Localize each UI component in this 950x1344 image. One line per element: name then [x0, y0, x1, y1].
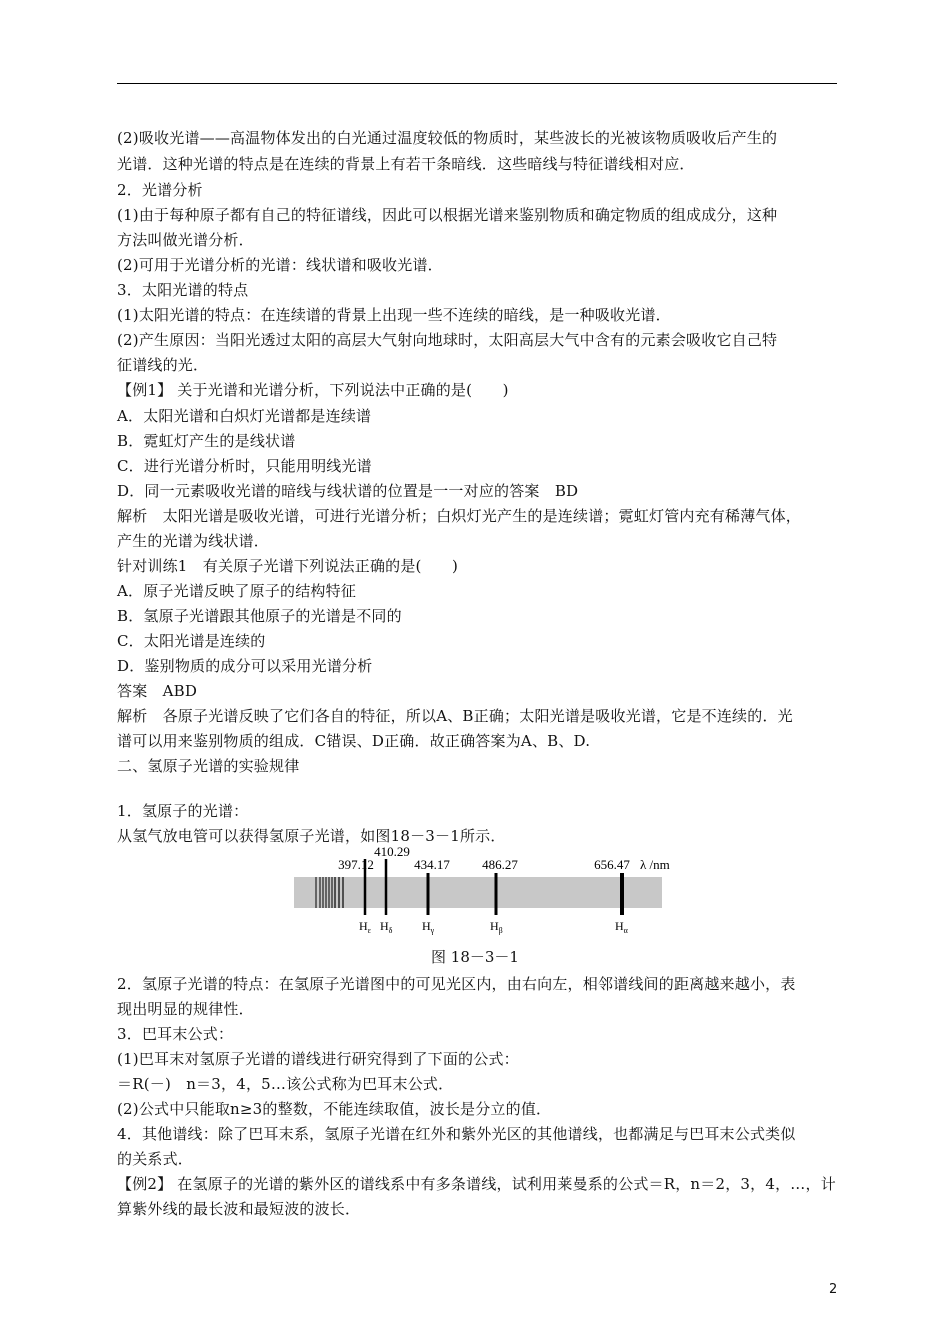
header-rule [117, 83, 837, 84]
page-number: 2 [829, 1282, 838, 1297]
section-heading: 1．氢原子的光谱： [117, 802, 249, 820]
answer: 答案 ABD [117, 682, 198, 700]
analysis: 产生的光谱为线状谱． [117, 532, 270, 550]
choice-d: D．同一元素吸收光谱的暗线与线状谱的位置是一一对应的答案 BD [117, 482, 579, 500]
text-line: (1)巴耳末对氢原子光谱的谱线进行研究得到了下面的公式： [117, 1050, 519, 1068]
choice-a: A．太阳光谱和白炽灯光谱都是连续谱 [117, 407, 372, 425]
text-line: 现出明显的规律性． [117, 1000, 254, 1018]
text-line: (2)吸收光谱——高温物体发出的白光通过温度较低的物质时，某些波长的光被该物质吸收后产生的 [117, 129, 778, 147]
choice-b: B．氢原子光谱跟其他原子的光谱是不同的 [117, 607, 402, 625]
series-limit-lines [316, 877, 343, 908]
text-line: 4．其他谱线：除了巴耳末系，氢原子光谱在红外和紫外光区的其他谱线，也都满足与巴耳末公式类似 [117, 1125, 796, 1143]
text-line: (2)可用于光谱分析的光谱：线状谱和吸收光谱． [117, 256, 443, 274]
hydrogen-spectrum-figure [290, 843, 670, 935]
text-line: (2)公式中只能取n≥3的整数，不能连续取值，波长是分立的值． [117, 1100, 552, 1118]
text-line: 的关系式． [117, 1150, 194, 1168]
example-question: 算紫外线的最长波和最短波的波长． [117, 1200, 361, 1218]
line-name: $H_\varepsilon$ [359, 919, 372, 935]
choice-d: D．鉴别物质的成分可以采用光谱分析 [117, 657, 373, 675]
section-heading: 2．光谱分析 [117, 181, 203, 199]
exercise-question: 针对训练1 有关原子光谱下列说法正确的是( ) [117, 557, 459, 575]
wavelength-label: 656.47 [594, 857, 630, 872]
choice-a: A．原子光谱反映了原子的结构特征 [117, 582, 357, 600]
text-line: 光谱．这种光谱的特点是在连续的背景上有若干条暗线．这些暗线与特征谱线相对应． [117, 155, 695, 173]
formula-line: ＝R(－) n＝3，4，5…该公式称为巴耳末公式． [117, 1075, 454, 1093]
wavelength-label: 434.17 [414, 857, 450, 872]
example-question: 【例1】 关于光谱和光谱分析，下列说法中正确的是( ) [117, 381, 509, 399]
text-line: 征谱线的光． [117, 356, 209, 374]
analysis: 谱可以用来鉴别物质的组成．C错误、D正确．故正确答案为A、B、D. [117, 732, 591, 750]
analysis: 解析 太阳光谱是吸收光谱，可进行光谱分析；白炽灯光产生的是连续谱；霓虹灯管内充有稀薄气体， [117, 507, 802, 525]
text-line: (1)太阳光谱的特点：在连续谱的背景上出现一些不连续的暗线，是一种吸收光谱． [117, 306, 671, 324]
figure-caption: 图 18－3－1 [431, 948, 519, 966]
spectrum-band [294, 877, 662, 908]
text-line: 2．氢原子光谱的特点：在氢原子光谱图中的可见光区内，由右向左，相邻谱线间的距离越来越小，表 [117, 975, 796, 993]
line-name: $H_\alpha$ [615, 919, 628, 935]
axis-unit-label: λ /nm [640, 857, 670, 872]
section-heading: 3．太阳光谱的特点 [117, 281, 249, 299]
section-heading: 二、氢原子光谱的实验规律 [117, 757, 300, 775]
text-line: 从氢气放电管可以获得氢原子光谱，如图18－3－1所示． [117, 827, 506, 845]
spectrum-diagram [290, 843, 670, 935]
section-heading: 3．巴耳末公式： [117, 1025, 234, 1043]
text-line: (2)产生原因：当阳光透过太阳的高层大气射向地球时，太阳高层大气中含有的元素会吸收它自己特 [117, 331, 778, 349]
line-name: $H_\beta$ [490, 919, 503, 935]
example-question: 【例2】 在氢原子的光谱的紫外区的谱线系中有多条谱线，试利用莱曼系的公式＝R，n＝2，3，4，…，计 [117, 1175, 836, 1193]
wavelength-label: 397.12 [338, 857, 374, 872]
analysis: 解析 各原子光谱反映了它们各自的特征，所以A、B正确；太阳光谱是吸收光谱，它是不连续的．光 [117, 707, 793, 725]
choice-b: B．霓虹灯产生的是线状谱 [117, 432, 296, 450]
choice-c: C．进行光谱分析时，只能用明线光谱 [117, 457, 372, 475]
text-line: (1)由于每种原子都有自己的特征谱线，因此可以根据光谱来鉴别物质和确定物质的组成成分，这种 [117, 206, 778, 224]
line-name: $H_\delta$ [380, 919, 393, 935]
choice-c: C．太阳光谱是连续的 [117, 632, 266, 650]
wavelength-label: 410.29 [374, 844, 410, 859]
line-name: $H_\gamma$ [422, 919, 435, 935]
wavelength-label: 486.27 [482, 857, 518, 872]
text-line: 方法叫做光谱分析． [117, 231, 254, 249]
